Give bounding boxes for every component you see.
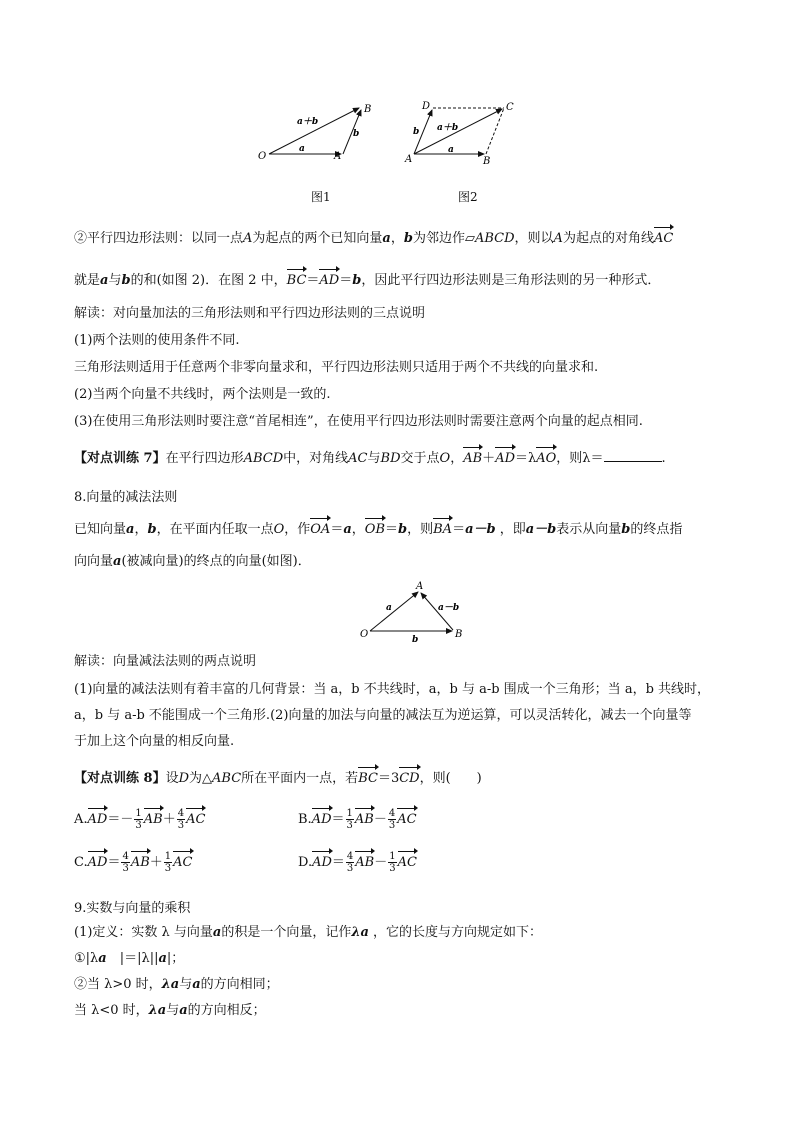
fraction — [164, 851, 172, 874]
label-a: a — [386, 603, 392, 613]
text: (被减向量)的终点的向量(如图)． — [121, 554, 311, 569]
text: a — [113, 554, 122, 569]
text: a — [179, 1003, 188, 1018]
vector-AO: AO — [536, 451, 557, 466]
option-C[interactable] — [74, 851, 193, 874]
subtraction-rule-line1 — [74, 521, 682, 539]
vector-AB: AB — [355, 855, 375, 870]
text: 的终点指 — [630, 522, 683, 537]
text: |； — [166, 951, 185, 966]
text: 为邻边作▱ — [412, 231, 475, 246]
figure-3-subtraction — [358, 578, 468, 644]
label-D: D — [422, 101, 431, 112]
text: － — [374, 855, 388, 870]
vector-BC: BC — [358, 771, 378, 786]
text: ABCD — [474, 231, 515, 246]
text: b — [121, 273, 131, 288]
text: 为△ — [189, 771, 213, 786]
text: 已知向量 — [74, 522, 127, 537]
text: ，则以 — [514, 231, 554, 246]
text: ＋ — [482, 451, 496, 466]
label-B: B — [455, 629, 463, 640]
scalar-rule-1 — [74, 950, 184, 968]
label-sum: a＋b — [297, 117, 319, 127]
denominator: 3 — [346, 820, 353, 831]
numerator: 4 — [122, 851, 129, 862]
interpretation-2-heading: 解读：向量减法法则的两点说明 — [74, 654, 257, 669]
fraction — [388, 808, 396, 831]
vector-OB: OB — [364, 522, 385, 537]
text: AC — [348, 451, 368, 466]
label-A: A — [405, 154, 413, 165]
label-O: O — [258, 151, 267, 162]
text: ②平行四边形法则：以同一点 — [74, 231, 244, 246]
interpretation-heading: 解读：对向量加法的三角形法则和平行四边形法则的三点说明 — [74, 306, 426, 321]
text: 表示从向量 — [556, 522, 622, 537]
subtraction-point-1: (1)向量的减法法则有着丰富的几何背景：当 a，b 不共线时，a，b 与 a-b 围成一个三角形；当 a，b 共线时， — [74, 682, 711, 697]
option-A[interactable] — [74, 808, 205, 831]
vector-AB: AB — [130, 855, 150, 870]
text: ＝ — [385, 522, 399, 537]
point-2: (2)当两个向量不共线时，两个法则是一致的. — [74, 387, 331, 402]
text: b — [403, 231, 413, 246]
denominator: 3 — [177, 820, 185, 831]
vector-BA: BA — [433, 522, 453, 537]
text: ＋ — [162, 812, 176, 827]
scalar-rule-2 — [74, 976, 279, 994]
text: ＝λ — [515, 451, 537, 466]
answer-blank[interactable] — [604, 449, 662, 462]
text: 交于点 — [400, 451, 440, 466]
text: 在平行四边形 — [165, 451, 244, 466]
vector-AD: AD — [87, 855, 108, 870]
text: ＝ — [331, 855, 345, 870]
text: 为起点的对角线 — [562, 231, 654, 246]
label-B: B — [483, 156, 491, 167]
text: ，则λ＝ — [556, 451, 604, 466]
text: a — [100, 273, 109, 288]
text: ， — [134, 522, 148, 537]
vector-AC: AC — [173, 855, 193, 870]
vector-AD: AD — [87, 812, 108, 827]
text: A — [243, 231, 253, 246]
text: 向向量 — [74, 554, 114, 569]
scalar-definition — [74, 924, 542, 942]
text: |＝|λ|| — [106, 951, 159, 966]
exercise-8 — [74, 770, 482, 788]
text: 与 — [166, 1003, 180, 1018]
label-A: A — [416, 581, 424, 592]
numerator: 4 — [388, 808, 396, 819]
text: A — [553, 231, 563, 246]
label-b: b — [412, 635, 419, 644]
exercise-tag: 【对点训练 7】 — [74, 451, 166, 466]
text: ＝ — [306, 273, 320, 288]
option-B[interactable] — [298, 808, 417, 831]
text: ，因此平行四边形法则是三角形法则的另一种形式． — [361, 273, 661, 288]
text: 设 — [165, 771, 179, 786]
text: BD — [380, 451, 401, 466]
label-a: a — [299, 144, 305, 154]
text: 与 — [367, 451, 381, 466]
option-label: A. — [74, 812, 88, 827]
label-C: C — [506, 102, 514, 113]
text: a — [382, 231, 391, 246]
fraction — [134, 808, 142, 831]
text: 当 λ<0 时， — [74, 1003, 149, 1018]
text: b — [621, 522, 631, 537]
text: a — [192, 977, 201, 992]
vector-OA: OA — [310, 522, 331, 537]
text: ＝ — [452, 522, 466, 537]
label-b: b — [353, 129, 360, 139]
numerator: 4 — [346, 851, 354, 862]
fraction — [121, 851, 129, 874]
dashed-BC — [486, 108, 504, 154]
text: b — [352, 273, 362, 288]
text: ①|λ — [74, 951, 99, 966]
text: a — [158, 951, 167, 966]
text: ＝ — [107, 855, 121, 870]
figure-1-triangle-rule — [255, 98, 385, 168]
section-8-heading: 8.向量的减法法则 — [74, 490, 178, 505]
text: ，作 — [284, 522, 311, 537]
text: b — [147, 522, 157, 537]
numerator: 1 — [164, 851, 172, 862]
text: a－b — [525, 522, 557, 537]
text: ， — [351, 522, 365, 537]
label-O: O — [360, 629, 369, 640]
text: O — [273, 522, 285, 537]
text: ②当 λ>0 时， — [74, 977, 162, 992]
denominator: 3 — [122, 863, 129, 874]
vector-AB: AB — [354, 812, 374, 827]
text: ＝3 — [377, 771, 400, 786]
label-sum: a＋b — [437, 123, 459, 133]
vector-AB: AB — [143, 812, 163, 827]
text: D — [178, 771, 190, 786]
label-diff: a－b — [438, 603, 460, 613]
text: 的方向相同； — [200, 977, 279, 992]
text: 的和(如图 2)．在图 2 中， — [130, 273, 287, 288]
vector-AB: AB — [463, 451, 483, 466]
option-D[interactable] — [298, 851, 417, 874]
label-B: B — [364, 104, 372, 115]
vector-AC: AC — [397, 812, 417, 827]
text: ＝ — [339, 273, 353, 288]
vector-AD: AD — [311, 812, 332, 827]
text: ＝－ — [107, 812, 134, 827]
text: 为起点的两个已知向量 — [252, 231, 383, 246]
exercise-tag: 【对点训练 8】 — [74, 771, 166, 786]
text: ，即 — [495, 522, 526, 537]
text: 与 — [179, 977, 193, 992]
numerator: 1 — [389, 851, 396, 862]
text: a — [98, 951, 107, 966]
text: ＝ — [331, 812, 345, 827]
option-label: D. — [298, 855, 313, 870]
text: ＝ — [330, 522, 344, 537]
vector-AC: AC — [186, 812, 206, 827]
vector-a-line — [370, 592, 418, 631]
label-a: a — [448, 145, 454, 155]
text: ，则( ) — [419, 771, 482, 786]
vector-CD: CD — [399, 771, 420, 786]
denominator: 3 — [164, 863, 172, 874]
denominator: 3 — [135, 820, 142, 831]
text: a — [343, 522, 352, 537]
vector-AD: AD — [312, 855, 332, 870]
fraction — [346, 851, 354, 874]
text: a — [126, 522, 135, 537]
numerator: 1 — [135, 808, 142, 819]
text: a－b — [465, 522, 496, 537]
fraction — [177, 808, 185, 831]
vector-AD: AD — [319, 273, 340, 288]
text: 中，对角线 — [283, 451, 349, 466]
option-label: B. — [298, 812, 312, 827]
text: b — [398, 522, 408, 537]
label-A: A — [334, 151, 342, 162]
text: λa — [351, 925, 369, 940]
fraction — [346, 808, 354, 831]
fraction — [388, 851, 396, 874]
text: ，它的长度与方向规定如下： — [368, 925, 543, 940]
vector-AC: AC — [653, 231, 674, 246]
text: ABC — [212, 771, 242, 786]
parallelogram-rule-line2 — [74, 272, 660, 290]
text: ， — [450, 451, 464, 466]
text: 就是 — [74, 273, 101, 288]
point-1: (1)两个法则的使用条件不同. — [74, 333, 240, 348]
text: . — [661, 451, 666, 466]
text: ＋ — [149, 855, 163, 870]
text: 的积是一个向量，记作 — [221, 925, 352, 940]
figure-2-caption: 图2 — [458, 190, 478, 204]
vector-AD: AD — [495, 451, 515, 466]
denominator: 3 — [388, 820, 396, 831]
subtraction-rule-line2 — [74, 553, 311, 571]
text: λa — [161, 977, 180, 992]
scalar-rule-3 — [74, 1002, 266, 1020]
text: λa — [148, 1003, 167, 1018]
text: O — [439, 451, 451, 466]
text: ，则 — [407, 522, 434, 537]
text: ， — [390, 231, 404, 246]
text: a — [212, 925, 222, 940]
text: 的方向相反； — [187, 1003, 266, 1018]
vector-AC: AC — [397, 855, 417, 870]
option-label: C. — [74, 855, 88, 870]
text: (1)定义：实数 λ 与向量 — [74, 925, 213, 940]
text: 与 — [108, 273, 122, 288]
subtraction-point-1c: 于加上这个向量的相反向量. — [74, 734, 235, 749]
vector-BC: BC — [286, 273, 307, 288]
point-3: (3)在使用三角形法则时要注意“首尾相连”，在使用平行四边形法则时需要注意两个向量的起点相同. — [74, 414, 643, 429]
subtraction-point-1b: a，b 与 a-b 不能围成一个三角形.(2)向量的加法与向量的减法互为逆运算，可以灵活转化，减去一个向量等 — [74, 708, 692, 723]
numerator: 1 — [346, 808, 353, 819]
label-b: b — [413, 127, 420, 137]
text: ，在平面内任取一点 — [156, 522, 274, 537]
denominator: 3 — [346, 863, 354, 874]
figure-1-caption: 图1 — [311, 190, 331, 204]
exercise-7 — [74, 449, 666, 468]
numerator: 4 — [177, 808, 185, 819]
text: 所在平面内一点，若 — [241, 771, 359, 786]
figure-2-parallelogram-rule — [400, 96, 530, 171]
denominator: 3 — [389, 863, 396, 874]
text: ABCD — [243, 451, 284, 466]
point-1-detail: 三角形法则适用于任意两个非零向量求和，平行四边形法则只适用于两个不共线的向量求和. — [74, 360, 599, 375]
text: － — [373, 812, 387, 827]
section-9-heading: 9.实数与向量的乘积 — [74, 901, 191, 916]
parallelogram-rule-line1 — [74, 230, 673, 248]
